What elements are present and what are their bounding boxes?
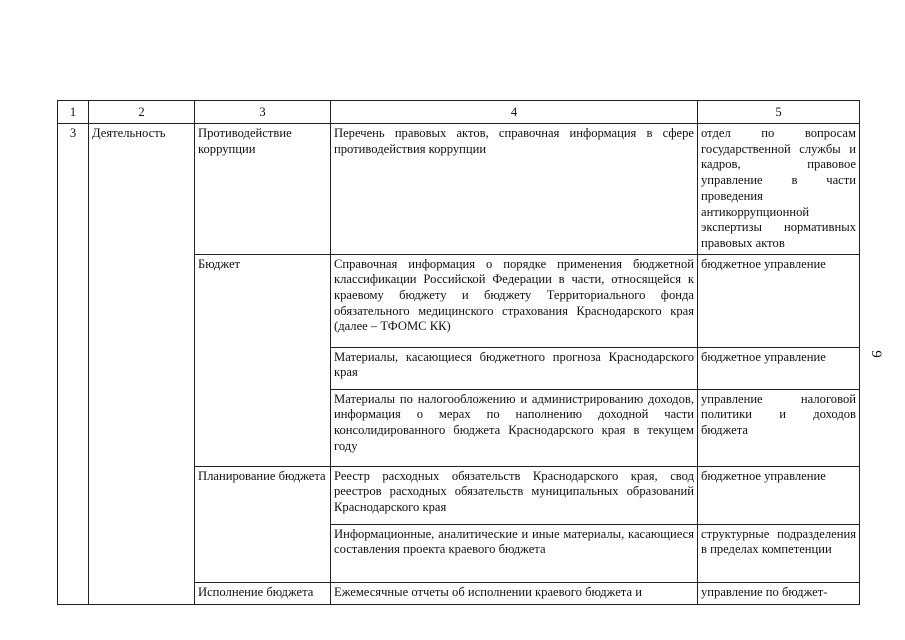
row-number-cell: 3 [58,124,89,605]
registry-table [57,100,860,605]
responsible-cell: бюджетное управление [698,466,860,524]
table-row [58,124,860,255]
description-cell: Реестр расходных обязательств Краснодарского края, свод реестров расходных обязательств муниципальных образований Краснодарского края [331,466,698,524]
responsible-cell: бюджетное управление [698,254,860,347]
header-cell: 3 [195,101,331,124]
responsible-cell: структурные подразделения в пределах компетенции [698,524,860,582]
page-number: 9 [868,350,884,358]
section-cell: Деятельность [89,124,195,605]
responsible-cell: управление по бюджет- [698,582,860,604]
responsible-cell: управление налоговой политики и доходов бюджета [698,389,860,466]
description-cell: Материалы, касающиеся бюджетного прогноза Краснодарского края [331,347,698,389]
description-cell: Информационные, аналитические и иные материалы, касающиеся составления проекта краевого бюджета [331,524,698,582]
responsible-cell: бюджетное управление [698,347,860,389]
responsible-cell: отдел по вопросам государственной службы и кадров, правовое управление в части проведения антикоррупционной экспертизы нормативных правовых актов [698,124,860,255]
topic-cell: Противодействие коррупции [195,124,331,255]
description-cell: Перечень правовых актов, справочная информация в сфере противодействия коррупции [331,124,698,255]
header-cell: 4 [331,101,698,124]
description-cell: Материалы по налогообложению и администрированию доходов, информация о мерах по наполнению доходной части консолидированного бюджета Краснодарского края в текущем году [331,389,698,466]
description-cell: Справочная информация о порядке применения бюджетной классификации Российской Федерации в части, относящейся к краевому бюджету и бюджету Территориального фонда обязательного медицинского страхования Краснодарского края (далее – ТФОМС КК) [331,254,698,347]
topic-cell: Планирование бюджета [195,466,331,582]
table-header-row [58,101,860,124]
header-cell: 1 [58,101,89,124]
topic-cell: Исполнение бюджета [195,582,331,604]
header-cell: 2 [89,101,195,124]
header-cell: 5 [698,101,860,124]
description-cell: Ежемесячные отчеты об исполнении краевого бюджета и [331,582,698,604]
topic-cell: Бюджет [195,254,331,466]
